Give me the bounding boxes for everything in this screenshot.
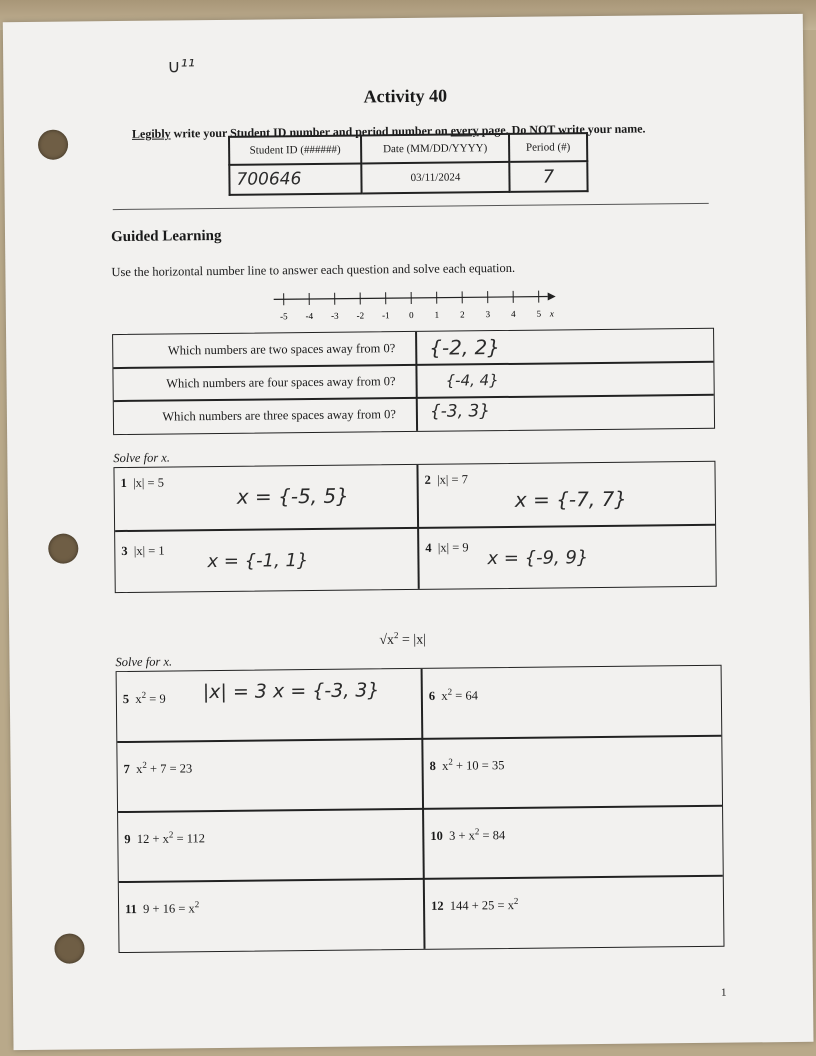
tick-label: -5 — [280, 311, 288, 322]
problem-equation-rest: + 7 = 23 — [146, 761, 193, 776]
problem-3 — [121, 544, 164, 559]
student-id-table — [228, 132, 589, 196]
root-identity — [379, 630, 426, 649]
row-divider — [113, 361, 713, 369]
problem-equation: x — [135, 691, 142, 707]
problem-number: 2 — [424, 472, 431, 487]
problem-equation: x — [136, 761, 143, 777]
identity-lhs: √x — [379, 632, 395, 648]
questions-table — [112, 328, 715, 435]
binder-hole — [48, 533, 78, 563]
section-instructions: Use the horizontal number line to answer each question and solve each equation. — [111, 260, 516, 280]
page-title: Activity 40 — [363, 85, 448, 107]
date-value[interactable]: 03/11/2024 — [361, 162, 509, 194]
column-divider — [415, 332, 418, 431]
problem-6 — [429, 686, 478, 704]
period-value[interactable]: 7 — [509, 161, 587, 192]
answer-handwritten[interactable]: {-3, 3} — [429, 401, 491, 422]
problem-number: 10 — [430, 828, 443, 843]
row-divider — [115, 524, 715, 532]
problem-11 — [125, 899, 199, 917]
student-id-value[interactable]: 700646 — [229, 163, 361, 194]
problem-equation-rest: = 84 — [479, 828, 506, 843]
instruction-underlined: Legibly — [131, 126, 171, 141]
problem-number: 4 — [425, 540, 432, 555]
problem-8 — [430, 756, 505, 774]
tick-label: -1 — [382, 310, 390, 321]
problem-exponent: 2 — [142, 759, 147, 770]
problem-9 — [124, 829, 205, 847]
problem-4 — [425, 540, 468, 555]
header-date: Date (MM/DD/YYYY) — [361, 134, 509, 164]
problem-equation-rest: = 64 — [452, 688, 478, 703]
section-divider — [113, 203, 709, 210]
identity-rhs: = |x| — [398, 632, 427, 648]
problem-number: 6 — [428, 688, 436, 703]
corner-pen-mark: ∪¹¹ — [167, 56, 195, 78]
problem-exponent: 2 — [447, 686, 453, 697]
problem-number: 9 — [124, 832, 131, 847]
problem-equation: 144 + 25 = x — [449, 898, 514, 913]
identity-exponent: 2 — [393, 630, 399, 641]
instruction-underlined: every — [450, 123, 479, 138]
problem-equation: x — [442, 758, 449, 773]
problem-number: 5 — [122, 692, 130, 707]
problem-equation-rest: = 112 — [173, 831, 206, 846]
number-line — [266, 286, 566, 325]
page-number: 1 — [720, 986, 727, 999]
tick-label: 5 — [536, 308, 542, 319]
problem-12 — [431, 896, 519, 914]
question-text: Which numbers are four spaces away from 0? — [166, 374, 396, 391]
answer-handwritten[interactable]: x = {-5, 5} — [236, 483, 350, 509]
tick-label: 0 — [409, 309, 414, 320]
question-text: Which numbers are two spaces away from 0? — [167, 341, 396, 358]
instruction-text: page. Do NOT write your name. — [478, 121, 646, 138]
problem-exponent: 2 — [141, 689, 147, 700]
row-divider — [119, 875, 723, 883]
problem-1 — [121, 476, 164, 491]
instruction-text: write your Student ID number and period number on — [170, 123, 451, 141]
answer-handwritten[interactable]: x = {-7, 7} — [514, 486, 628, 512]
question-text: Which numbers are three spaces away from 0? — [162, 407, 396, 424]
problem-equation: |x| = 1 — [133, 543, 165, 558]
tick-label: -3 — [331, 310, 339, 321]
problem-number: 7 — [123, 762, 130, 777]
arrow-right-icon — [548, 292, 556, 300]
tick-label: 4 — [511, 308, 516, 319]
problem-2 — [425, 472, 468, 487]
problem-equation: |x| = 7 — [437, 472, 468, 487]
problem-equation-rest: = 9 — [146, 691, 166, 706]
worksheet-page — [3, 14, 814, 1050]
problem-equation: 12 + x — [136, 831, 169, 847]
problem-equation: 9 + 16 = x — [143, 901, 195, 916]
solve-label — [115, 654, 172, 670]
quadratic-table — [116, 665, 725, 953]
problem-equation: x — [441, 688, 448, 703]
problem-number: 3 — [121, 543, 128, 559]
problem-exponent: 2 — [474, 826, 480, 837]
tick-label: 2 — [460, 309, 465, 320]
axis-label: x — [549, 308, 554, 319]
problem-5 — [123, 690, 166, 708]
tick-label: -4 — [305, 310, 314, 322]
answer-handwritten[interactable]: {-4, 4} — [445, 371, 499, 390]
answer-handwritten[interactable]: x = {-1, 1} — [207, 550, 309, 573]
tick-label: 3 — [485, 309, 491, 320]
problem-10 — [430, 826, 505, 844]
tick-label: 1 — [434, 309, 440, 320]
problem-equation: |x| = 5 — [133, 475, 165, 490]
problem-number: 8 — [429, 758, 436, 773]
solve-label-text: Solve for x. — [115, 654, 173, 670]
section-heading: Guided Learning — [110, 227, 222, 246]
problem-equation-rest: + 10 = 35 — [452, 758, 505, 773]
header-student-id: Student ID (######) — [229, 135, 361, 164]
absolute-value-table — [113, 461, 716, 593]
problem-number: 12 — [430, 898, 444, 913]
problem-equation: 3 + x — [449, 828, 475, 843]
answer-handwritten[interactable]: x = {-9, 9} — [487, 547, 589, 570]
problem-exponent: 2 — [448, 756, 453, 767]
problem-number: 1 — [120, 475, 127, 491]
work-handwritten[interactable]: |x| = 3 x = {-3, 3} — [202, 679, 380, 704]
header-period: Period (#) — [509, 133, 587, 162]
solve-label — [113, 450, 170, 466]
row-divider — [118, 805, 722, 813]
problem-exponent: 2 — [513, 895, 519, 906]
problem-number: 11 — [125, 902, 137, 917]
problem-equation: |x| = 9 — [437, 540, 469, 555]
problem-exponent: 2 — [194, 899, 200, 910]
problem-7 — [124, 759, 193, 777]
row-divider — [117, 735, 721, 743]
solve-label-text: Solve for x. — [113, 450, 171, 466]
tick-label: -2 — [356, 310, 365, 321]
problem-exponent: 2 — [168, 829, 174, 840]
answer-handwritten[interactable]: {-2, 2} — [429, 335, 501, 360]
number-line-ticks — [280, 291, 542, 322]
binder-hole — [54, 933, 84, 963]
row-divider — [114, 394, 714, 402]
binder-hole — [38, 130, 68, 160]
